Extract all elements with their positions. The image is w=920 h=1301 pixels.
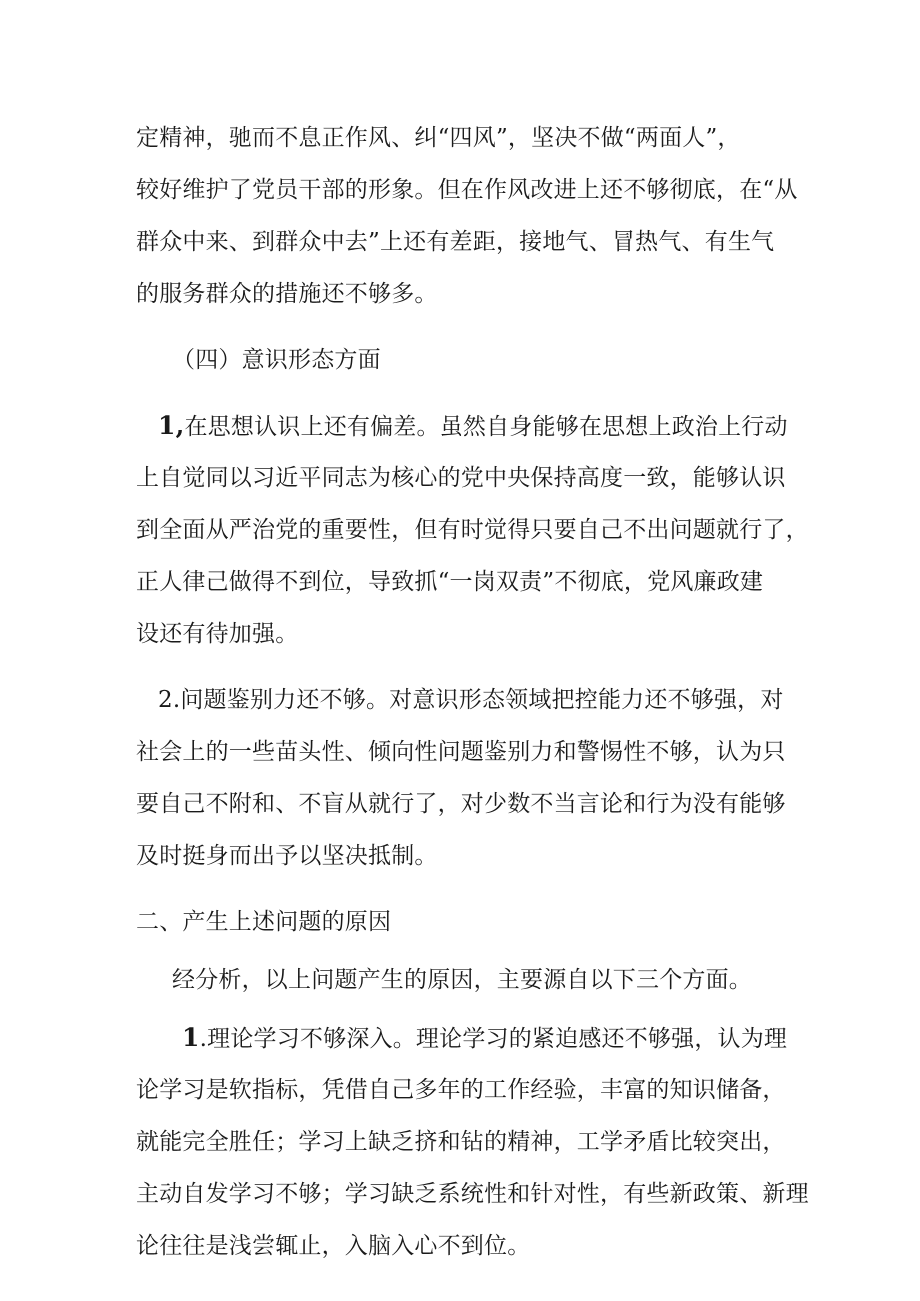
text-line: 就能完全胜任；学习上缺乏挤和钻的精神，工学矛盾比较突出， [136, 1129, 786, 1155]
text-line: 到全面从严治党的重要性，但有时觉得只要自己不出问题就行了， [136, 517, 809, 543]
text-line: 论学习是软指标，凭借自己多年的工作经验，丰富的知识储备， [136, 1077, 786, 1103]
paragraph-reason-1 [136, 1012, 809, 1272]
text-line: 及时挺身而出予以坚决抵制。 [136, 843, 438, 869]
document-body [136, 112, 809, 1272]
text-line: 社会上的一些苗头性、倾向性问题鉴别力和警惕性不够，认为只 [136, 739, 786, 765]
text-line [136, 1012, 796, 1064]
text-line: 论往往是浅尝辄止，入脑入心不到位。 [136, 1233, 531, 1259]
paragraph-intro: 经分析，以上问题产生的原因，主要源自以下三个方面。 [172, 967, 752, 993]
item-number: 1 [182, 1023, 200, 1052]
paragraph-continuation [136, 112, 796, 320]
section-heading-causes: 二、产生上述问题的原因 [136, 909, 392, 935]
paragraph-item-2 [136, 674, 796, 882]
text-line: 定精神，驰而不息正作风、纠“四风”，坚决不做“两面人”， [136, 125, 741, 151]
text-line: 上自觉同以习近平同志为核心的党中央保持高度一致，能够认识 [136, 465, 786, 491]
item-text: 在思想认识上还有偏差。虽然自身能够在思想上政治上行动 [184, 414, 788, 440]
text-line [136, 400, 796, 452]
text-line: 2.问题鉴别力还不够。对意识形态领域把控能力还不够强，对 [158, 687, 784, 713]
text-line: 较好维护了党员干部的形象。但在作风改进上还不够彻底，在“从 [136, 177, 798, 203]
text-line: 设还有待加强。 [136, 621, 299, 647]
text-line: 正人律己做得不到位，导致抓“一岗双责”不彻底，党风廉政建 [136, 569, 764, 595]
text-line: 的服务群众的措施还不够多。 [136, 281, 438, 307]
subheading-ideology: （四）意识形态方面 [172, 347, 381, 373]
text-line: 群众中来、到群众中去”上还有差距，接地气、冒热气、有生气 [136, 229, 775, 255]
paragraph-item-1 [136, 400, 809, 660]
item-text: .理论学习不够深入。理论学习的紧迫感还不够强，认为理 [199, 1026, 788, 1052]
text-line: 主动自发学习不够；学习缺乏系统性和针对性，有些新政策、新理 [136, 1181, 809, 1207]
text-line: 要自己不附和、不盲从就行了，对少数不当言论和行为没有能够 [136, 791, 786, 817]
item-number: 1, [158, 411, 185, 440]
